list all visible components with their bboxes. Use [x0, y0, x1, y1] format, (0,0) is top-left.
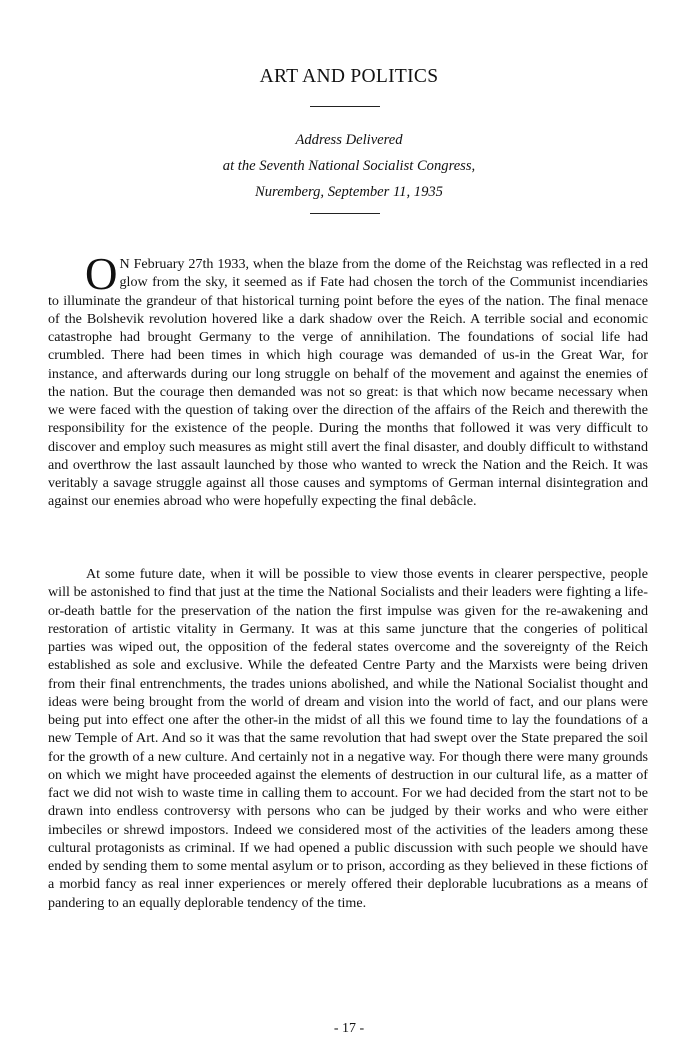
page-title: ART AND POLITICS	[259, 66, 439, 87]
subtitle-line: Nuremberg, September 11, 1935	[255, 184, 443, 200]
page-number: - 17 -	[333, 1021, 365, 1036]
subtitle-block	[0, 127, 698, 205]
drop-cap: O	[85, 249, 118, 299]
paragraph-1-text: N February 27th 1933, when the blaze from the dome of the Reichstag was reflected in a red glow from the sky, it seemed as if Fate had chosen the torch of the Communist incendiaries to illuminate the grandeur of that historical turning point before the eyes of the nation. The final menace of the Bolshevik revolution hovered like a dark shadow over the Reich. A terrible social and economic catastrophe had brought Germany to the verge of annihilation. The foundations of social life had crumbled. There had been times in which high courage was demanded of us-in the Great War, for instance, and afterwards during our long struggle on behalf of the movement and against the enemies of the nation. But the courage then demanded was not so great: is that which now became necessary when we were faced with the question of taking over the direction of the affairs of the Reich and therewith the responsibility for the existence of the people. During the months that followed it was very difficult to discover and employ such measures as might still avert the final disaster, and doubly difficult to withstand and overthrow the last assault launched by those who wanted to wreck the Nation and the Reich. It was veritably a savage struggle against all those causes and symptoms of German internal disintegration and against our enemies abroad who were hopefully expecting the final debâcle.	[48, 256, 648, 510]
title-divider	[310, 106, 380, 107]
subtitle-divider	[310, 213, 380, 214]
paragraph-2: At some future date, when it will be possible to view those events in clearer perspective, people will be astonished to find that just at the time the National Socialists and their leaders were fighting a life-or-death battle for the preservation of the nation the first impulse was given for the re-awakening and restoration of artistic vitality in Germany. It was at this same juncture that the congeries of political parties was wiped out, the opposition of the federal states overcome and the sovereignty of the Reich established as sole and exclusive. While the defeated Centre Party and the Marxists were being driven from their final entrenchments, the trades unions abolished, and while the National Socialist thought and ideas were being brought from the world of dream and vision into the world of fact, and our plans were being put into effect one after the other-in the midst of all this we found time to lay the foundations of a new Temple of Art. And so it was that the same revolution that had swept over the State prepared the soil for the growth of a new culture. And certainly not in a negative way. For though there were many grounds on which we might have proceeded against the elements of destruction in our cultural life, as a matter of fact we did not wish to waste time in calling them to account. For we had decided from the start not to be drawn into endless controversy with persons who can be judged by their works and who were either imbeciles or shrewd impostors. Indeed we considered most of the activities of the leaders among these cultural protagonists as criminal. If we had opened a public discussion with such people we should have ended by sending them to some mental asylum or to prison, according as they believed in these fictions of a morbid fancy as real inner experiences or merely offered their deplorable lucubrations as a means of pandering to an equally deplorable tendency of the time.	[48, 566, 648, 911]
subtitle-line: at the Seventh National Socialist Congress,	[222, 158, 476, 174]
subtitle-line: Address Delivered	[295, 132, 403, 148]
paragraph-1	[48, 249, 648, 511]
